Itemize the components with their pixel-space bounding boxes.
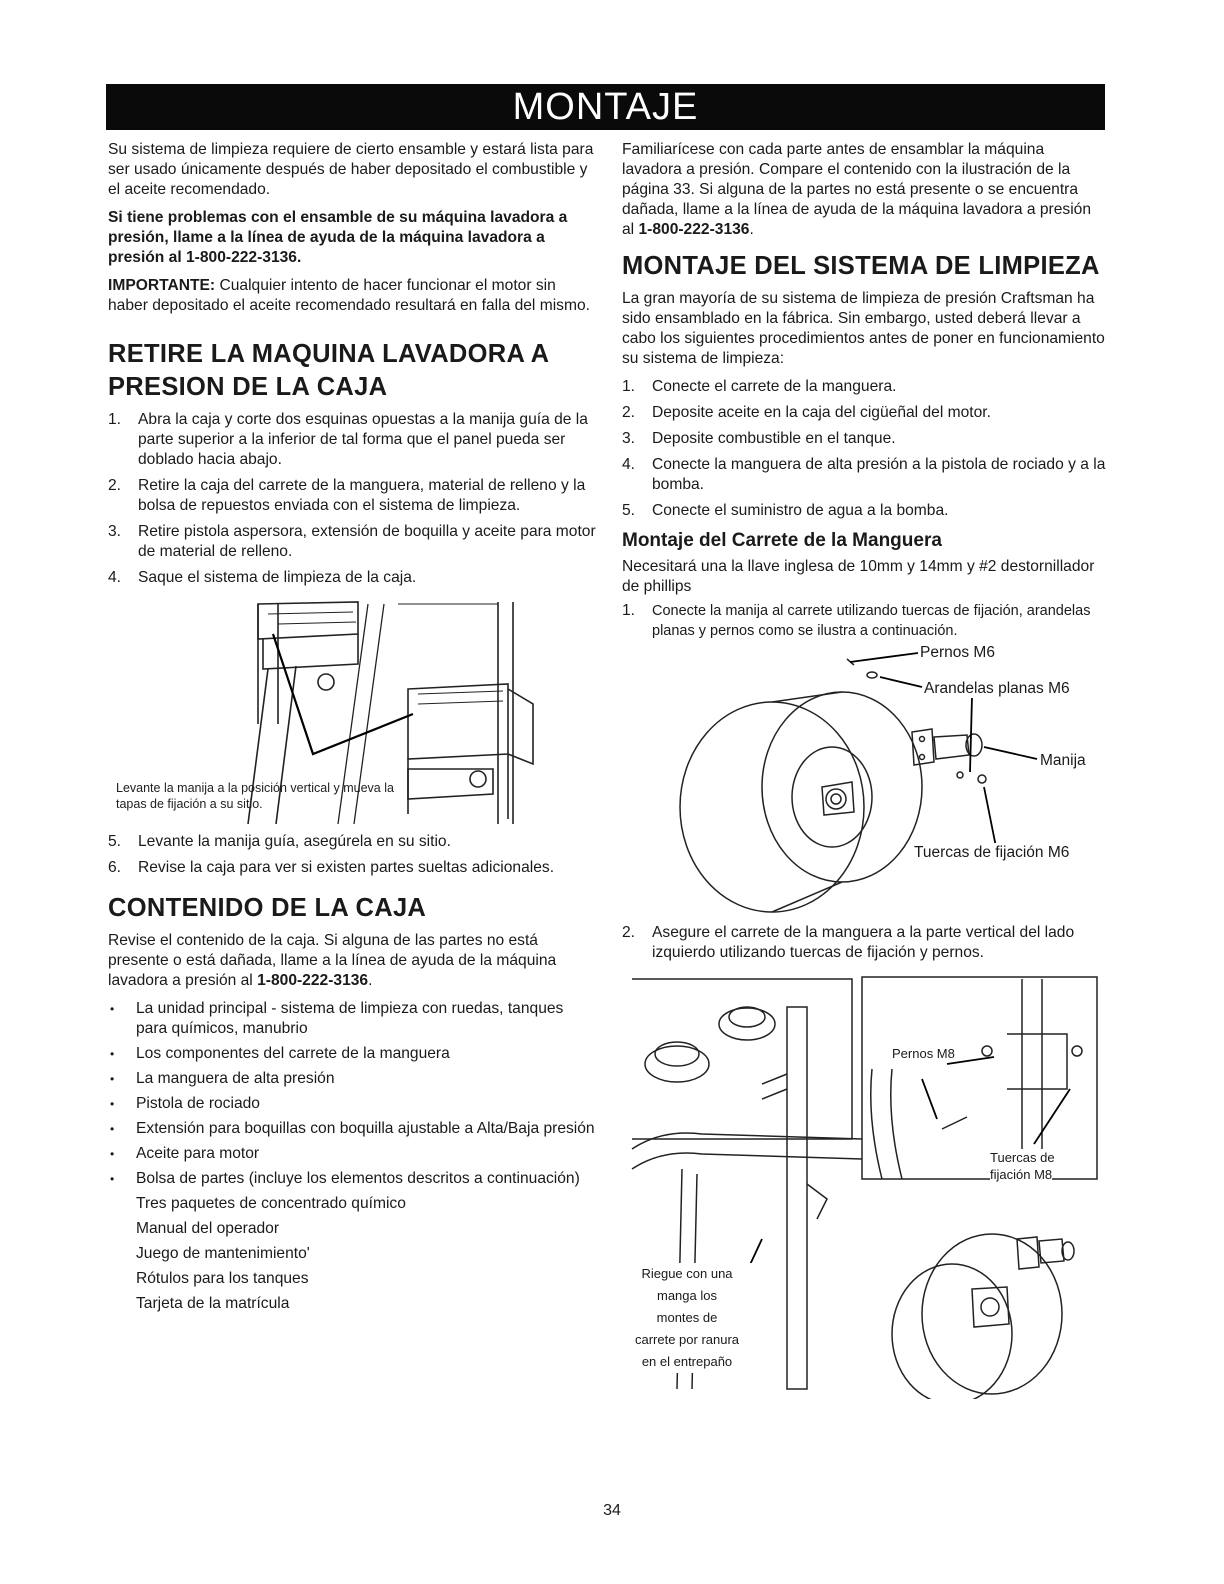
list-item: Manual del operador (136, 1220, 280, 1237)
list-item: • Bolsa de partes (incluye los elementos descritos a continuación) (108, 1169, 596, 1189)
list-item: 1. Conecte el carrete de la manguera. (622, 378, 897, 395)
important-label: IMPORTANTE: (108, 277, 216, 294)
list-item: • La unidad principal - sistema de limpieza con ruedas, tanques para químicos, manubrio (108, 999, 596, 1039)
list-item: • Los componentes del carrete de la manguera (108, 1044, 596, 1064)
important-text: Cualquier intento de hacer funcionar el motor sin haber depositado el aceite recomendado resultará en falla del mismo. (108, 277, 590, 314)
list-item: • Extensión para boquillas con boquilla ajustable a Alta/Baja presión (108, 1119, 596, 1139)
list-item: 2. Asegure el carrete de la manguera a la parte vertical del lado izquierdo utilizando tuercas de fijación y pernos. (622, 924, 1075, 961)
problems-paragraph: Si tiene problemas con el ensamble de su máquina lavadora a presión, llame a la línea de ayuda de la máquina lavadora a presión al 1-800-222-3136. (108, 209, 568, 266)
page-banner: MONTAJE (106, 84, 1105, 130)
section-assembly-title: MONTAJE DEL SISTEMA DE LIMPIEZA (622, 252, 1100, 280)
label-nuts-m8-line2: fijación M8 (990, 1167, 1053, 1182)
list-item: 4. Conecte la manguera de alta presión a la pistola de rociado y a la bomba. (622, 456, 1106, 493)
label-nuts-m6: Tuercas de fijación M6 (914, 844, 1070, 861)
intro-paragraph: Su sistema de limpieza requiere de cierto ensamble y estará lista para ser usado únicamente después de haber depositado el combustible y el aceite recomendado. (108, 141, 594, 198)
reel-mount-illustration (622, 969, 1106, 1399)
list-item: Juego de mantenimiento' (136, 1245, 310, 1262)
important-paragraph (108, 276, 596, 316)
page-number: 34 (603, 1502, 621, 1519)
list-item: • Aceite para motor (108, 1144, 596, 1164)
list-item: 2. Retire la caja del carrete de la manguera, material de relleno y la bolsa de repuestos enviada con el sistema de limpieza. (108, 477, 586, 514)
list-item: 2. Deposite aceite en la caja del cigüeñal del motor. (622, 404, 991, 421)
list-item: 1. Conecte la manija al carrete utilizando tuercas de fijación, arandelas planas y pernos como se ilustra a continuación. (622, 602, 1091, 639)
handle-caption: Levante la manija a la posición vertical y mueva la tapas de fijación a su sitio. (116, 781, 394, 811)
list-item: 5. Levante la manija guía, asegúrela en su sitio. (108, 833, 451, 850)
remove-steps (108, 410, 596, 588)
section-remove-title: RETIRE LA MAQUINA LAVADORA A PRESION DE LA CAJA (108, 340, 549, 401)
reel-handle-illustration (622, 644, 1106, 917)
label-washers-m6: Arandelas planas M6 (924, 680, 1070, 697)
contents-intro: Revise el contenido de la caja. Si alguna de las partes no está presente o está dañada, llame a la línea de ayuda de la máquina lavadora a presión al 1-800-222-3136. (108, 932, 557, 989)
bag-items-list (108, 1194, 596, 1314)
list-item: Rótulos para los tanques (136, 1270, 309, 1287)
label-bolts-m6: Pernos M6 (920, 644, 995, 661)
label-nuts-m8-line1: Tuercas de (990, 1150, 1055, 1165)
slot-note: Riegue con una manga los montes de carrete por ranura en el entrepaño (622, 1263, 752, 1373)
list-item: Tres paquetes de concentrado químico (136, 1195, 406, 1212)
left-column (108, 140, 596, 1319)
label-handle: Manija (1040, 752, 1086, 769)
list-item: 3. Deposite combustible en el tanque. (622, 430, 896, 447)
subsection-reel-title: Montaje del Carrete de la Manguera (622, 530, 942, 551)
reel-step-1 (622, 601, 1106, 641)
list-item: 5. Conecte el suministro de agua a la bomba. (622, 502, 949, 519)
section-contents-title: CONTENIDO DE LA CAJA (108, 894, 427, 922)
contents-list (108, 999, 596, 1189)
label-bolts-m8: Pernos M8 (892, 1046, 955, 1061)
remove-steps-continued (108, 832, 596, 878)
list-item: 1. Abra la caja y corte dos esquinas opuestas a la manija guía de la parte superior a la inferior de tal forma que el panel pueda ser doblado hacia abajo. (108, 411, 588, 468)
list-item: 3. Retire pistola aspersora, extensión de boquilla y aceite para motor de material de relleno. (108, 523, 596, 560)
tools-paragraph: Necesitará una la llave inglesa de 10mm y 14mm y #2 destornillador de phillips (622, 558, 1095, 595)
list-item: • La manguera de alta presión (108, 1069, 596, 1089)
familiar-paragraph: Familiarícese con cada parte antes de ensamblar la máquina lavadora a presión. Compare el contenido con la ilustración de la página 33. Si alguna de la partes no está presente o se encuentra dañada, llame a la línea de ayuda de la máquina lavadora a presión al 1-800-222-3136. (622, 141, 1092, 238)
list-item: • Pistola de rociado (108, 1094, 596, 1114)
reel-step-2 (622, 923, 1106, 963)
list-item: 4. Saque el sistema de limpieza de la caja. (108, 569, 417, 586)
right-column (622, 140, 1106, 1399)
list-item: 6. Revise la caja para ver si existen partes sueltas adicionales. (108, 859, 555, 876)
assembly-intro: La gran mayoría de su sistema de limpieza de presión Craftsman ha sido ensamblado en la fábrica. Sin embargo, usted deberá llevar a cabo los siguientes procedimientos antes de poner en funcionamiento su sistema de limpieza: (622, 290, 1105, 367)
list-item: Tarjeta de la matrícula (136, 1295, 290, 1312)
assembly-steps (622, 377, 1106, 521)
handle-illustration (108, 594, 596, 824)
